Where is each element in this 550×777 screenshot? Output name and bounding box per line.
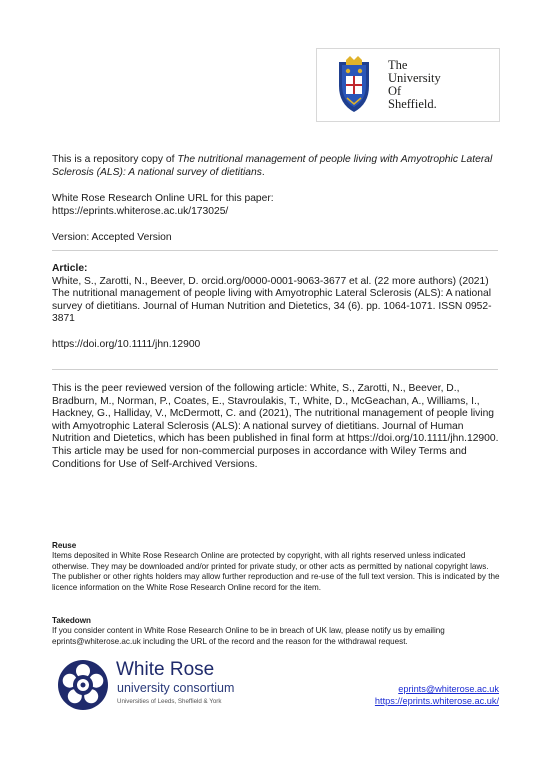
- peer-review-statement: This is the peer reviewed version of the following article: White, S., Zarotti, N., Beever, D., Bradburn, M., Norman, P., Coates, E., Stavroulakis, T., White, D., McGeachan, A., Williams, I., Hackney, G., Halliday, V., McDermott, C. and (2021), The nutritional management of people living with Amyotrophic Lateral Sclerosis (ALS): A national survey of dietitians. Journal of Human Nutrition and Dietetics, which has been published in final form at https://doi.org/10.1111/jhn.12900. This article may be used for non-commercial purposes in accordance with Wiley Terms and Conditions for Use of Self-Archived Versions.: [52, 383, 499, 470]
- article-heading: Article:: [52, 263, 88, 274]
- university-of-sheffield-logo: [316, 48, 500, 122]
- article-section: [52, 263, 502, 326]
- sheffield-wordmark: [388, 59, 441, 111]
- wordmark-line: University: [388, 71, 441, 85]
- white-rose-subtitle: university consortium: [117, 681, 235, 695]
- paper-url[interactable]: https://eprints.whiterose.ac.uk/173025/: [52, 205, 229, 217]
- intro-prefix: This is a repository copy of: [52, 154, 178, 165]
- intro-suffix: .: [261, 166, 265, 178]
- white-rose-universities: Universities of Leeds, Sheffield & York: [117, 698, 222, 705]
- white-rose-title: White Rose: [116, 659, 215, 680]
- wordmark-line: Of: [388, 84, 402, 98]
- url-block: [52, 193, 502, 218]
- white-rose-icon: [57, 659, 109, 711]
- wordmark-line: Sheffield.: [388, 97, 437, 111]
- reuse-heading: Reuse: [52, 541, 77, 550]
- takedown-section: [52, 616, 502, 647]
- takedown-text: If you consider content in White Rose Research Online to be in breach of UK law, please notify us by emailing eprints@whiterose.ac.uk including the URL of the record and the reason for the withdrawal request.: [52, 626, 445, 646]
- article-doi[interactable]: https://doi.org/10.1111/jhn.12900: [52, 339, 201, 350]
- repository-copy-statement: [52, 154, 502, 179]
- article-citation: White, S., Zarotti, N., Beever, D. orcid.org/0000-0001-9063-3677 et al. (22 more authors) (2021) The nutritional management of people living with Amyotrophic Lateral Sclerosis (ALS): A national survey of dietitians. Journal of Human Nutrition and Dietetics, 34 (6). pp. 1064-1071. ISSN 0952-3871: [52, 275, 492, 325]
- white-rose-logo: [57, 659, 277, 725]
- website-link[interactable]: https://eprints.whiterose.ac.uk/: [374, 695, 499, 706]
- divider: [52, 250, 498, 251]
- footer-links: [375, 684, 499, 707]
- url-label: White Rose Research Online URL for this paper:: [52, 193, 274, 204]
- sheffield-crest-icon: [337, 56, 371, 114]
- paper-title: The nutritional management of people living with Amyotrophic Lateral Sclerosis (ALS): A national survey of dietitians: [52, 154, 493, 178]
- reuse-text: Items deposited in White Rose Research Online are protected by copyright, with all rights reserved unless indicated otherwise. They may be downloaded and/or printed for private study, or other acts as permitted by national copyright laws. The publisher or other rights holders may allow further reproduction and re-use of the full text version. This is indicated by the licence information on the White Rose Research Online record for the item.: [52, 551, 500, 592]
- wordmark-line: The: [388, 58, 408, 72]
- reuse-section: [52, 541, 502, 593]
- version-statement: Version: Accepted Version: [52, 232, 172, 243]
- takedown-heading: Takedown: [52, 616, 91, 625]
- divider: [52, 369, 498, 370]
- email-link[interactable]: eprints@whiterose.ac.uk: [398, 684, 499, 694]
